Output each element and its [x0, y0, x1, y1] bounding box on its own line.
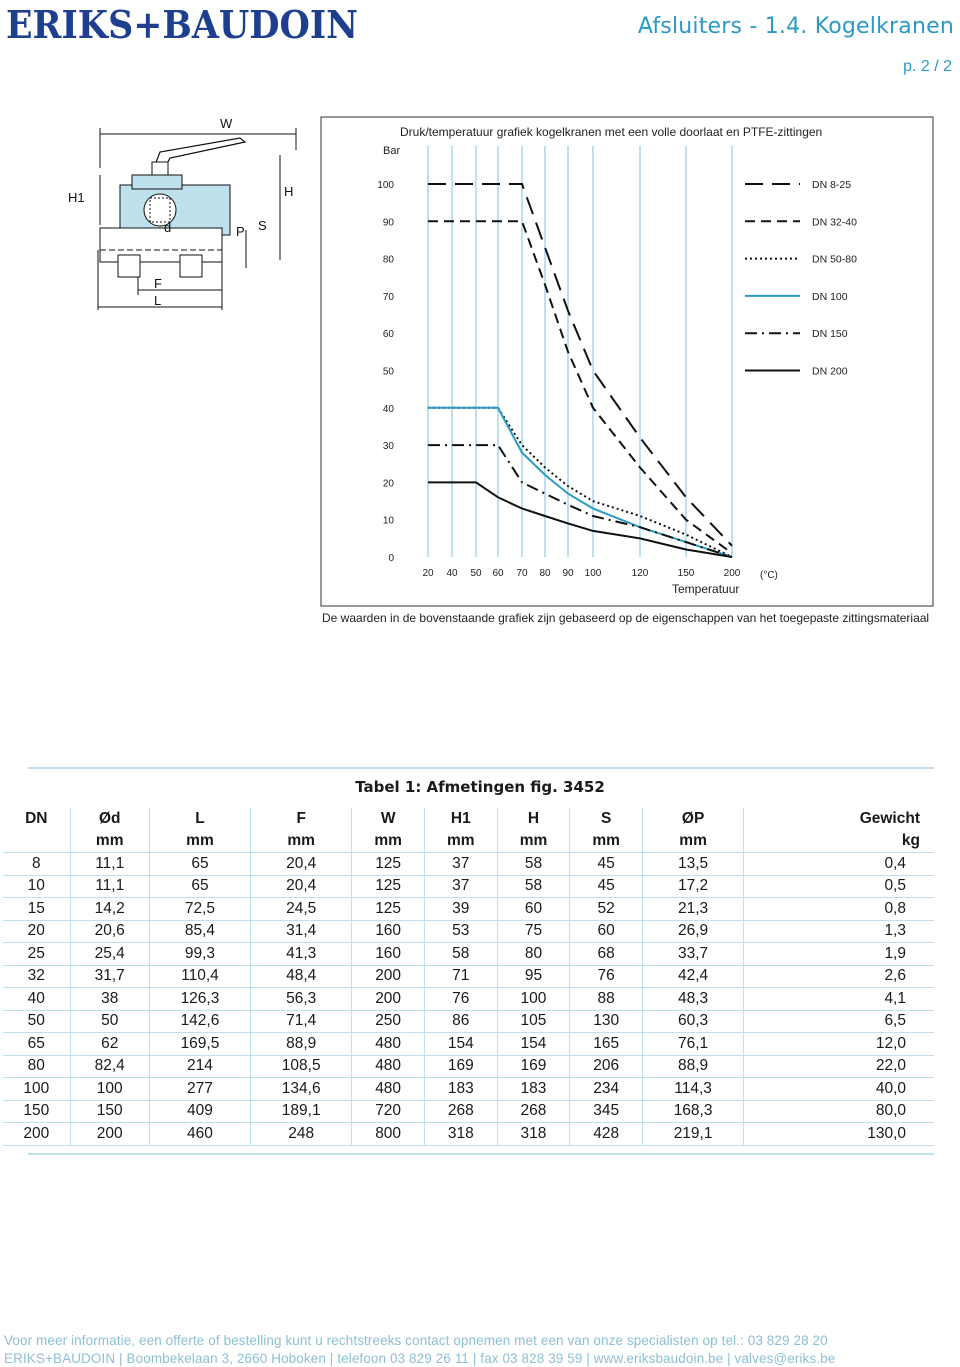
table-cell: 154	[424, 1033, 497, 1056]
table-cell: 48,4	[251, 965, 352, 988]
table-cell: 60,3	[642, 1010, 743, 1033]
table-cell: 85,4	[149, 920, 250, 943]
table-cell: 1,3	[744, 920, 934, 943]
table-cell: 45	[570, 853, 643, 876]
legend-label-2: DN 50-80	[812, 253, 857, 266]
table-cell: 76	[424, 988, 497, 1011]
table-row	[3, 1055, 934, 1078]
table-cell: 480	[352, 1055, 425, 1078]
table-cell: 52	[570, 898, 643, 921]
x-tick-label: 20	[422, 568, 434, 579]
x-tick-label: 100	[584, 568, 602, 579]
table-header-row	[3, 808, 934, 830]
column-unit-6: mm	[497, 830, 570, 853]
table-cell: 130,0	[744, 1123, 934, 1146]
column-header-2: L	[149, 808, 250, 830]
x-tick-label: 70	[516, 568, 528, 579]
column-unit-4: mm	[352, 830, 425, 853]
drawing-label-p: P	[236, 224, 245, 239]
drawing-label-d: d	[164, 220, 172, 235]
table-cell: 15	[3, 898, 70, 921]
table-row	[3, 898, 934, 921]
table-cell: 189,1	[251, 1100, 352, 1123]
column-unit-0	[3, 830, 70, 853]
table-cell: 160	[352, 943, 425, 966]
table-cell: 37	[424, 875, 497, 898]
table-cell: 125	[352, 875, 425, 898]
legend-label-1: DN 32-40	[812, 216, 857, 229]
table-cell: 428	[570, 1123, 643, 1146]
table-cell: 65	[3, 1033, 70, 1056]
table-cell: 169,5	[149, 1033, 250, 1056]
table-cell: 58	[497, 853, 570, 876]
table-cell: 10	[3, 875, 70, 898]
column-header-7: S	[570, 808, 643, 830]
drawing-label-w: W	[220, 116, 233, 131]
table-cell: 42,4	[642, 965, 743, 988]
table-cell: 150	[3, 1100, 70, 1123]
table-cell: 134,6	[251, 1078, 352, 1101]
table-cell: 169	[424, 1055, 497, 1078]
table-cell: 100	[497, 988, 570, 1011]
table-title: Tabel 1: Afmetingen fig. 3452	[355, 778, 605, 796]
table-cell: 8	[3, 853, 70, 876]
footer-address-line: ERIKS+BAUDOIN | Boombekelaan 3, 2660 Hoboken | telefoon 03 829 26 11 | fax 03 828 39 59 | www.eriksbaudoin.be | valves@eriks.be	[4, 1351, 836, 1366]
legend-label-3: DN 100	[812, 290, 848, 303]
column-unit-5: mm	[424, 830, 497, 853]
table-cell: 86	[424, 1010, 497, 1033]
table-cell: 71	[424, 965, 497, 988]
table-cell: 480	[352, 1033, 425, 1056]
table-cell: 150	[70, 1100, 149, 1123]
table-cell: 20,4	[251, 853, 352, 876]
table-cell: 4,1	[744, 988, 934, 1011]
table-row	[3, 943, 934, 966]
table-cell: 409	[149, 1100, 250, 1123]
table-cell: 62	[70, 1033, 149, 1056]
table-cell: 11,1	[70, 875, 149, 898]
table-cell: 318	[424, 1123, 497, 1146]
svg-text:ERIKS+BAUDOIN: ERIKS+BAUDOIN	[6, 4, 358, 44]
column-unit-8: mm	[642, 830, 743, 853]
table-cell: 56,3	[251, 988, 352, 1011]
table-row	[3, 988, 934, 1011]
y-tick-label: 50	[382, 366, 394, 378]
y-tick-label: 30	[382, 441, 394, 453]
eriks-baudoin-logo	[6, 4, 368, 44]
chart-note: De waarden in de bovenstaande grafiek zijn gebaseerd op de eigenschappen van het toegepaste zittingsmateriaal	[322, 611, 930, 625]
table-cell: 60	[497, 898, 570, 921]
x-tick-label: 200	[723, 568, 741, 579]
table-row	[3, 853, 934, 876]
table-cell: 60	[570, 920, 643, 943]
table-cell: 20	[3, 920, 70, 943]
table-cell: 75	[497, 920, 570, 943]
table-cell: 100	[3, 1078, 70, 1101]
table-cell: 142,6	[149, 1010, 250, 1033]
table-bottom-rule	[28, 1153, 934, 1155]
drawing-label-h: H	[284, 184, 294, 199]
table-cell: 88,9	[251, 1033, 352, 1056]
table-cell: 480	[352, 1078, 425, 1101]
y-tick-label: 90	[382, 217, 394, 229]
table-cell: 31,7	[70, 965, 149, 988]
table-cell: 169	[497, 1055, 570, 1078]
table-cell: 200	[70, 1123, 149, 1146]
column-header-3: F	[251, 808, 352, 830]
pressure-temperature-chart	[320, 116, 935, 608]
x-tick-label: 50	[470, 568, 482, 579]
y-tick-label: 0	[388, 553, 394, 564]
table-row	[3, 965, 934, 988]
table-row	[3, 1033, 934, 1056]
y-tick-label: 40	[382, 403, 394, 415]
table-cell: 21,3	[642, 898, 743, 921]
column-header-9: Gewicht	[744, 808, 934, 830]
table-cell: 114,3	[642, 1078, 743, 1101]
table-cell: 200	[352, 965, 425, 988]
table-cell: 105	[497, 1010, 570, 1033]
x-tick-label: 40	[446, 568, 458, 579]
table-cell: 25	[3, 943, 70, 966]
table-cell: 88	[570, 988, 643, 1011]
table-cell: 250	[352, 1010, 425, 1033]
table-cell: 71,4	[251, 1010, 352, 1033]
table-unit-row	[3, 830, 934, 853]
table-cell: 14,2	[70, 898, 149, 921]
drawing-label-h1: H1	[68, 190, 85, 205]
column-unit-2: mm	[149, 830, 250, 853]
table-cell: 110,4	[149, 965, 250, 988]
table-row	[3, 1010, 934, 1033]
table-cell: 41,3	[251, 943, 352, 966]
table-cell: 26,9	[642, 920, 743, 943]
x-axis-unit: (°C)	[760, 570, 778, 581]
page-title: Afsluiters - 1.4. Kogelkranen	[637, 14, 954, 39]
table-cell: 39	[424, 898, 497, 921]
table-cell: 38	[70, 988, 149, 1011]
table-cell: 50	[3, 1010, 70, 1033]
table-cell: 11,1	[70, 853, 149, 876]
table-cell: 154	[497, 1033, 570, 1056]
table-cell: 37	[424, 853, 497, 876]
table-cell: 720	[352, 1100, 425, 1123]
table-cell: 24,5	[251, 898, 352, 921]
column-unit-9: kg	[744, 830, 934, 853]
table-cell: 65	[149, 875, 250, 898]
table-cell: 130	[570, 1010, 643, 1033]
table-cell: 318	[497, 1123, 570, 1146]
table-row	[3, 875, 934, 898]
table-cell: 214	[149, 1055, 250, 1078]
drawing-label-l: L	[154, 293, 162, 308]
table-cell: 125	[352, 898, 425, 921]
table-cell: 183	[424, 1078, 497, 1101]
table-cell: 76,1	[642, 1033, 743, 1056]
table-cell: 20,4	[251, 875, 352, 898]
ball-valve-drawing	[60, 110, 320, 320]
table-cell: 0,5	[744, 875, 934, 898]
table-cell: 20,6	[70, 920, 149, 943]
table-cell: 58	[424, 943, 497, 966]
table-cell: 125	[352, 853, 425, 876]
table-cell: 0,8	[744, 898, 934, 921]
table-cell: 45	[570, 875, 643, 898]
column-header-6: H	[497, 808, 570, 830]
column-unit-1: mm	[70, 830, 149, 853]
table-cell: 72,5	[149, 898, 250, 921]
table-row	[3, 1123, 934, 1146]
y-tick-label: 70	[382, 291, 394, 303]
drawing-label-s: S	[258, 218, 267, 233]
x-tick-label: 90	[562, 568, 574, 579]
page-number: p. 2 / 2	[903, 58, 952, 75]
y-tick-label: 20	[382, 478, 394, 490]
table-cell: 0,4	[744, 853, 934, 876]
column-header-5: H1	[424, 808, 497, 830]
x-axis-label: Temperatuur	[672, 582, 740, 596]
table-cell: 58	[497, 875, 570, 898]
table-cell: 40	[3, 988, 70, 1011]
y-tick-label: 100	[377, 180, 394, 191]
y-tick-label: 60	[382, 329, 394, 341]
table-row	[3, 1100, 934, 1123]
table-cell: 183	[497, 1078, 570, 1101]
table-cell: 200	[352, 988, 425, 1011]
table-cell: 50	[70, 1010, 149, 1033]
table-cell: 268	[424, 1100, 497, 1123]
table-cell: 95	[497, 965, 570, 988]
table-row	[3, 920, 934, 943]
table-cell: 168,3	[642, 1100, 743, 1123]
column-header-4: W	[352, 808, 425, 830]
table-cell: 12,0	[744, 1033, 934, 1056]
column-header-8: ØP	[642, 808, 743, 830]
table-cell: 65	[149, 853, 250, 876]
table-cell: 1,9	[744, 943, 934, 966]
table-cell: 268	[497, 1100, 570, 1123]
dimensions-table	[3, 808, 934, 1146]
table-cell: 160	[352, 920, 425, 943]
table-cell: 99,3	[149, 943, 250, 966]
table-cell: 48,3	[642, 988, 743, 1011]
table-cell: 25,4	[70, 943, 149, 966]
legend-label-4: DN 150	[812, 328, 848, 341]
table-cell: 53	[424, 920, 497, 943]
table-cell: 345	[570, 1100, 643, 1123]
table-cell: 80,0	[744, 1100, 934, 1123]
table-cell: 200	[3, 1123, 70, 1146]
column-header-1: Ød	[70, 808, 149, 830]
table-cell: 17,2	[642, 875, 743, 898]
table-cell: 460	[149, 1123, 250, 1146]
table-cell: 219,1	[642, 1123, 743, 1146]
table-cell: 108,5	[251, 1055, 352, 1078]
table-cell: 68	[570, 943, 643, 966]
drawing-label-f: F	[154, 276, 162, 291]
legend-label-0: DN 8-25	[812, 179, 852, 191]
table-cell: 248	[251, 1123, 352, 1146]
column-header-0: DN	[25, 810, 48, 827]
table-cell: 32	[3, 965, 70, 988]
legend-label-5: DN 200	[812, 365, 848, 378]
table-top-rule	[28, 767, 934, 769]
chart-title: Druk/temperatuur grafiek kogelkranen met een volle doorlaat en PTFE-zittingen	[400, 125, 823, 139]
table-cell: 165	[570, 1033, 643, 1056]
footer-contact-line: Voor meer informatie, een offerte of bestelling kunt u rechtstreeks contact opnemen met een van onze specialisten op tel.: 03 829 28 20	[4, 1333, 828, 1348]
y-tick-label: 80	[382, 254, 394, 266]
table-cell: 2,6	[744, 965, 934, 988]
table-cell: 82,4	[70, 1055, 149, 1078]
table-cell: 6,5	[744, 1010, 934, 1033]
y-tick-label: 10	[382, 515, 394, 527]
x-tick-label: 80	[539, 568, 551, 579]
y-axis-label: Bar	[383, 145, 401, 157]
column-unit-3: mm	[251, 830, 352, 853]
table-cell: 76	[570, 965, 643, 988]
table-cell: 80	[497, 943, 570, 966]
table-cell: 126,3	[149, 988, 250, 1011]
table-cell: 22,0	[744, 1055, 934, 1078]
table-cell: 100	[70, 1078, 149, 1101]
table-cell: 88,9	[642, 1055, 743, 1078]
table-cell: 206	[570, 1055, 643, 1078]
table-cell: 277	[149, 1078, 250, 1101]
table-cell: 33,7	[642, 943, 743, 966]
table-cell: 800	[352, 1123, 425, 1146]
table-cell: 13,5	[642, 853, 743, 876]
table-row	[3, 1078, 934, 1101]
table-cell: 80	[3, 1055, 70, 1078]
table-cell: 234	[570, 1078, 643, 1101]
table-cell: 40,0	[744, 1078, 934, 1101]
x-tick-label: 120	[631, 568, 649, 579]
x-tick-label: 150	[677, 568, 695, 579]
table-cell: 31,4	[251, 920, 352, 943]
x-tick-label: 60	[492, 568, 504, 579]
column-unit-7: mm	[570, 830, 643, 853]
